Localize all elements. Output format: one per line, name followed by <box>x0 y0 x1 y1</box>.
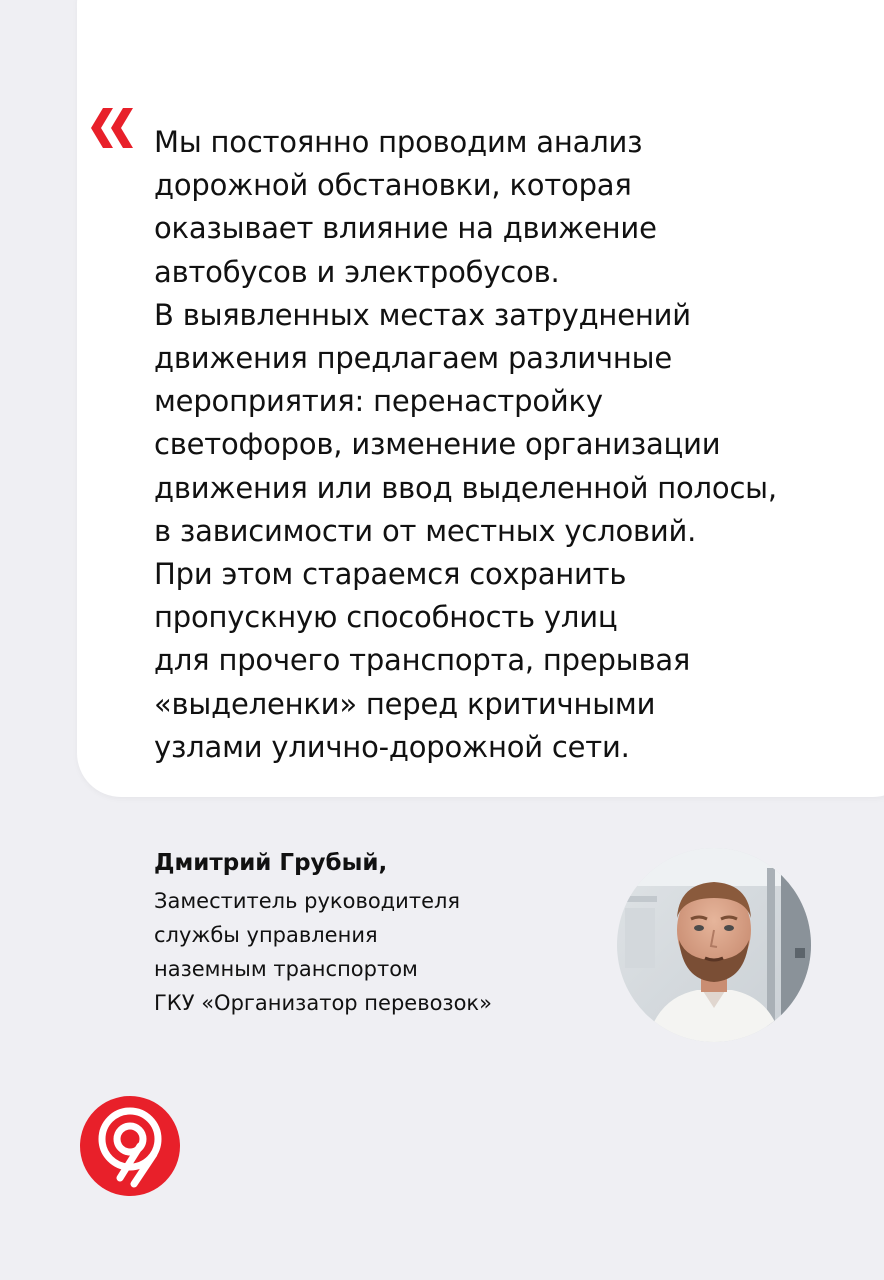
quote-line: пропускную способность улиц <box>154 600 618 635</box>
quote-line: Мы постоянно проводим анализ <box>154 125 643 159</box>
author-role <box>154 884 594 1020</box>
quote-line: оказывает влияние на движение <box>154 211 657 246</box>
quote-text <box>154 121 854 769</box>
quote-line: При этом стараемся сохранить <box>154 557 627 592</box>
quote-line: узлами улично-дорожной сети. <box>154 729 630 764</box>
quote-line: светофоров, изменение организации <box>154 427 721 462</box>
quote-line: движения или ввод выделенной полосы, <box>154 470 777 505</box>
quote-mark-icon <box>89 108 135 148</box>
author-name: Дмитрий Грубый, <box>154 850 388 876</box>
quote-line: дорожной обстановки, которая <box>154 168 632 203</box>
quote-line: движения предлагаем различные <box>154 341 672 376</box>
author-role-line: Заместитель руководителя <box>154 889 461 913</box>
quote-line: автобусов и электробусов. <box>154 254 560 289</box>
avatar-photo <box>617 848 811 1042</box>
author-role-line: ГКУ «Организатор перевозок» <box>154 991 492 1015</box>
quote-line: мероприятия: перенастройку <box>154 384 603 419</box>
author-block <box>154 848 594 1020</box>
author-role-line: службы управления <box>154 923 378 947</box>
quote-line: «выделенки» перед критичными <box>154 686 656 721</box>
quote-line: В выявленных местах затруднений <box>154 297 691 332</box>
quote-line: для прочего транспорта, прерывая <box>154 643 691 678</box>
avatar <box>617 848 811 1042</box>
organizer-logo-icon <box>80 1096 180 1196</box>
author-role-line: наземным транспортом <box>154 957 418 981</box>
quote-line: в зависимости от местных условий. <box>154 513 697 548</box>
